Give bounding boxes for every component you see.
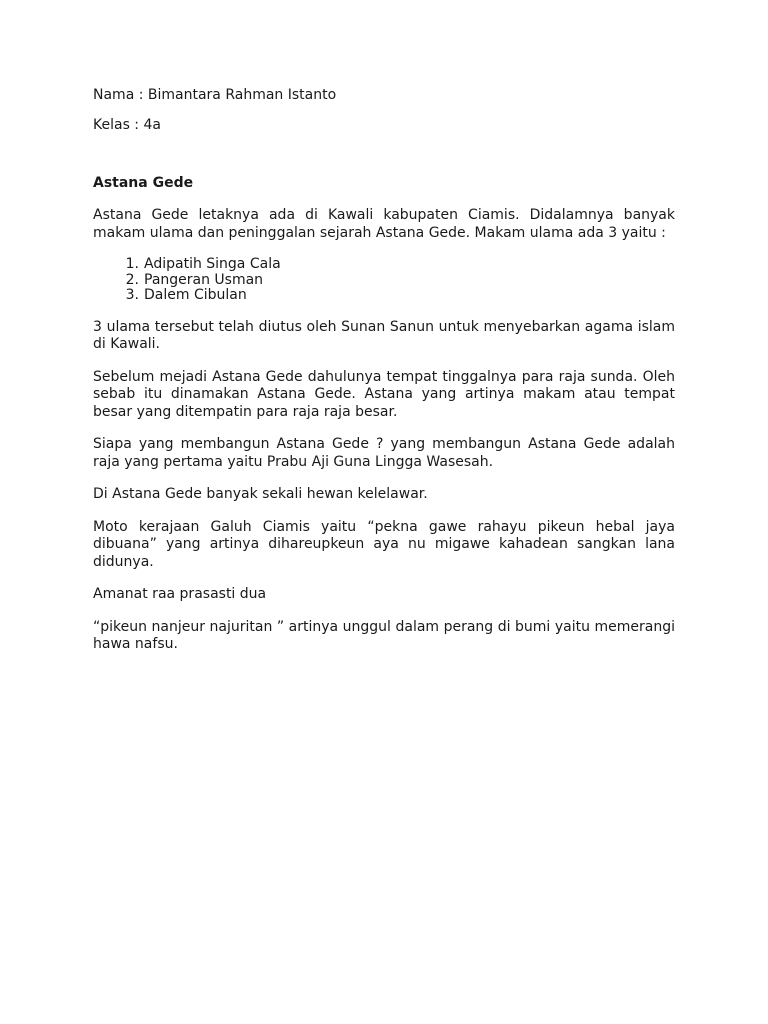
- student-name-line: Nama : Bimantara Rahman Istanto: [93, 87, 337, 103]
- ulama-list: [93, 257, 675, 304]
- student-class-line: Kelas : 4a: [93, 117, 161, 133]
- list-item-number: 1.: [125, 256, 139, 272]
- list-item: [93, 288, 675, 304]
- list-item: [93, 257, 675, 273]
- paragraph-ulama-mission: 3 ulama tersebut telah diutus oleh Sunan Sanun untuk menyebarkan agama islam di Kawali.: [93, 318, 675, 352]
- paragraph-intro: Astana Gede letaknya ada di Kawali kabupaten Ciamis. Didalamnya banyak makam ulama dan peninggalan sejarah Astana Gede. Makam ulama ada 3 yaitu :: [93, 207, 675, 241]
- list-item-number: 3.: [125, 287, 139, 303]
- list-item-text: Dalem Cibulan: [144, 287, 247, 303]
- paragraph-inscription: Amanat raa prasasti dua: [93, 586, 267, 602]
- document-body: [93, 86, 675, 669]
- list-item-text: Adipatih Singa Cala: [144, 256, 281, 272]
- paragraph-bats: Di Astana Gede banyak sekali hewan kelelawar.: [93, 486, 428, 502]
- paragraph-motto: Moto kerajaan Galuh Ciamis yaitu “pekna gawe rahayu pikeun hebal jaya dibuana” yang artinya dihareupkeun aya nu migawe kahadean sangkan lana didunya.: [93, 518, 675, 570]
- list-item: [93, 273, 675, 289]
- document-title: Astana Gede: [93, 175, 194, 191]
- paragraph-builder: Siapa yang membangun Astana Gede ? yang membangun Astana Gede adalah raja yang pertama yaitu Prabu Aji Guna Lingga Wasesah.: [93, 436, 675, 470]
- list-item-text: Pangeran Usman: [144, 271, 264, 288]
- paragraph-history: Sebelum mejadi Astana Gede dahulunya tempat tinggalnya para raja sunda. Oleh sebab itu dinamakan Astana Gede. Astana yang artinya makam atau tempat besar yang ditempatin para raja raja besar.: [93, 368, 675, 420]
- list-item-number: 2.: [125, 271, 139, 288]
- paragraph-inscription-meaning: “pikeun nanjeur najuritan ” artinya unggul dalam perang di bumi yaitu memerangi hawa nafsu.: [93, 618, 675, 652]
